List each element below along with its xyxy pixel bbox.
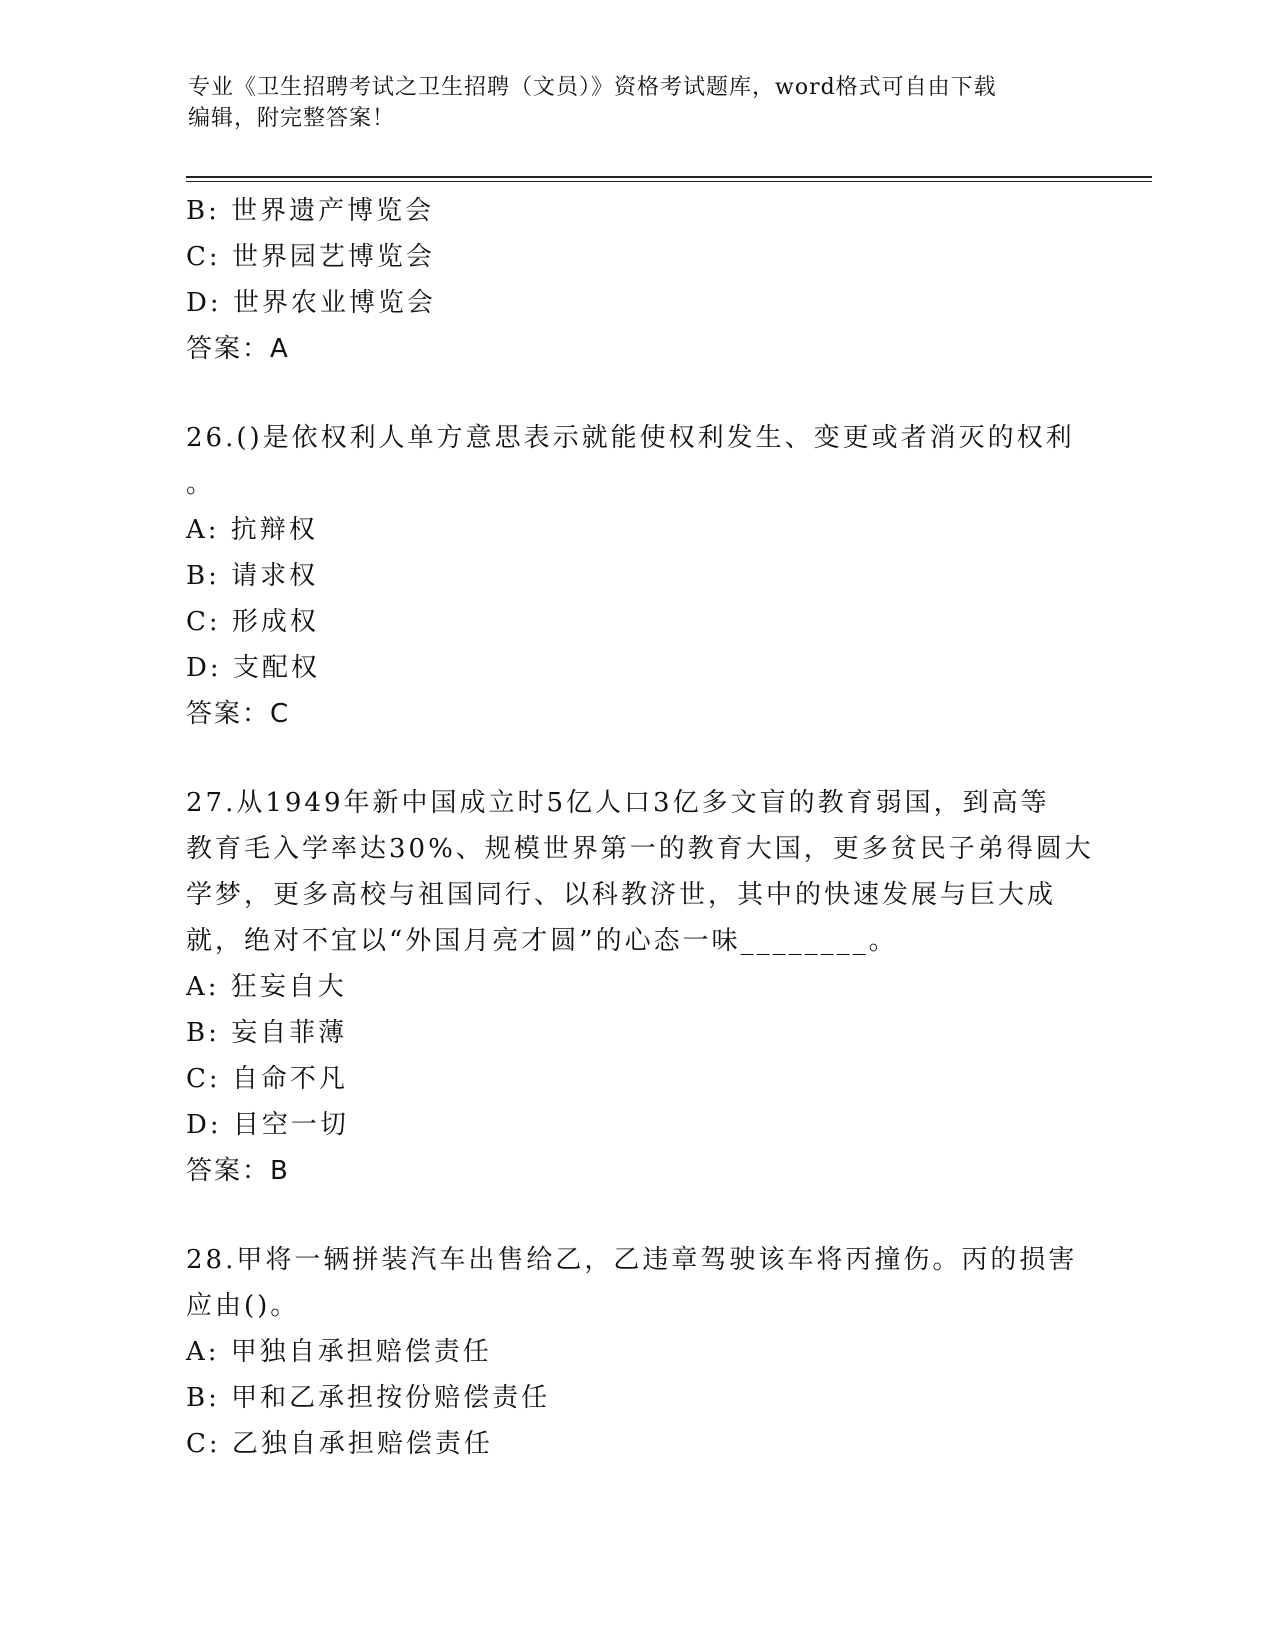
option-b: B: 妄自菲薄 [186, 1018, 348, 1048]
question-spacer [186, 372, 1086, 415]
question-stem-line: 学梦，更多高校与祖国同行、以科教济世，其中的快速发展与巨大成 [186, 880, 1057, 910]
option-d: D: 支配权 [186, 653, 320, 683]
option-a: A: 甲独自承担赔偿责任 [186, 1337, 492, 1367]
header-divider-thick [186, 176, 1152, 178]
option-a: A: 狂妄自大 [186, 972, 347, 1002]
option-a: A: 抗辩权 [186, 515, 318, 545]
option-b: B: 世界遗产博览会 [186, 196, 435, 226]
answer-line: 答案：B [186, 1156, 290, 1186]
question-stem-line: 教育毛入学率达30%、规模世界第一的教育大国，更多贫民子弟得圆大 [186, 834, 1094, 864]
answer-line: 答案：A [186, 334, 290, 364]
header-divider-thin [186, 181, 1152, 182]
document-header [188, 72, 1088, 134]
answer-line: 答案：C [186, 699, 291, 729]
header-line-2: 编辑，附完整答案！ [188, 106, 396, 131]
question-stem-line: 。 [186, 469, 216, 499]
question-28 [186, 1237, 1086, 1467]
question-spacer [186, 1194, 1086, 1237]
option-b: B: 请求权 [186, 561, 319, 591]
question-content [186, 188, 1094, 1467]
question-stem-line: 就，绝对不宜以“外国月亮才圆”的心态一味________。 [186, 926, 898, 956]
option-d: D: 目空一切 [186, 1110, 349, 1140]
question-stem-line: 26.()是依权利人单方意思表示就能使权利发生、变更或者消灭的权利 [186, 423, 1075, 453]
question-spacer [186, 737, 1086, 780]
option-c: C: 乙独自承担赔偿责任 [186, 1429, 493, 1459]
question-26 [186, 415, 1086, 737]
question-stem-line: 应由()。 [186, 1291, 300, 1321]
option-d: D: 世界农业博览会 [186, 288, 436, 318]
option-c: C: 形成权 [186, 607, 319, 637]
previous-question-tail [186, 188, 1086, 372]
question-stem-line: 27.从1949年新中国成立时5亿人口3亿多文盲的教育弱国，到高等 [186, 788, 1050, 818]
option-c: C: 自命不凡 [186, 1064, 348, 1094]
question-stem-line: 28.甲将一辆拼装汽车出售给乙，乙违章驾驶该车将丙撞伤。丙的损害 [186, 1245, 1078, 1275]
option-b: B: 甲和乙承担按份赔偿责任 [186, 1383, 551, 1413]
question-27 [186, 780, 1094, 1194]
header-line-1: 专业《卫生招聘考试之卫生招聘（文员）》资格考试题库，word格式可自由下载 [188, 75, 997, 100]
option-c: C: 世界园艺博览会 [186, 242, 435, 272]
